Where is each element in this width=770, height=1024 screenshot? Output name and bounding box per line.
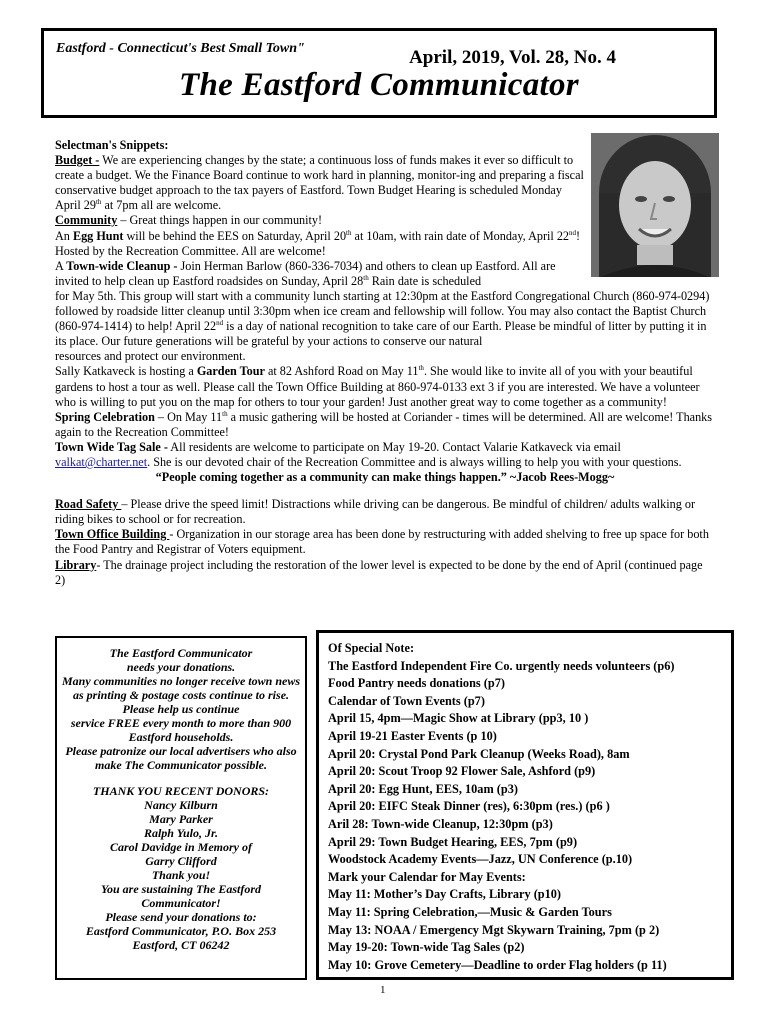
garden-text-2: at 82 Ashford Road on May 11	[264, 364, 419, 379]
donation-line: Please help us continue	[122, 702, 240, 716]
special-note-item: May 11: Mother’s Day Crafts, Library (p10)	[328, 887, 562, 902]
issue-date: April, 2019, Vol. 28, No. 4	[409, 47, 616, 68]
garden-tour-paragraph	[55, 364, 715, 409]
egg-text: An	[55, 228, 73, 243]
tag-sale-paragraph	[55, 440, 715, 470]
budget-label: Budget -	[55, 153, 100, 168]
community-label: Community	[55, 213, 118, 228]
cleanup-text-5: is a day of national recognition to take care of our Earth. Please be mindful of litter by putting it in its place. Our future generations will be grateful by your actions to conserve our natural	[55, 319, 707, 349]
cleanup-text: A	[55, 258, 67, 273]
special-note-item: Food Pantry needs donations (p7)	[328, 676, 505, 691]
budget-text: We are experiencing changes by the state; a continuous loss of funds makes it ever so difficult to create a budget. We the Finance Board continue to work hard in planning, monitor-ing and preparing a fiscal conservative budget approach to the tax payers of Eastford. Town Budget Hearing is scheduled Monday April 29	[55, 153, 584, 213]
library-label: Library	[55, 557, 97, 572]
donor-line: Eastford, CT 06242	[132, 938, 230, 952]
egg-text-2: will be behind the EES on Saturday, April 20	[123, 228, 347, 243]
special-note-heading: Of Special Note:	[328, 641, 415, 655]
town-office-label: Town Office Building	[55, 527, 170, 542]
library-paragraph	[55, 558, 715, 588]
superscript: nd	[216, 319, 224, 328]
donor-line: You are sustaining The Eastford Communicator!	[100, 882, 262, 910]
donor-line: Nancy Kilburn	[144, 798, 218, 812]
page-number: 1	[380, 984, 386, 996]
superscript: th	[363, 273, 369, 282]
road-safety-label: Road Safety	[55, 497, 122, 512]
special-note-item: May 10: Grove Cemetery—Deadline to order Flag holders (p 11)	[328, 957, 667, 972]
egg-text-3: at 10am, with rain date of Monday, April 22	[351, 228, 570, 243]
environment-line: resources and protect our environment.	[55, 349, 246, 364]
donation-line: Please patronize our local advertisers who also make The Communicator possible.	[65, 744, 297, 772]
special-note-item: The Eastford Independent Fire Co. urgently needs volunteers (p6)	[328, 658, 675, 673]
town-office-paragraph	[55, 527, 715, 557]
donor-line: Thank you!	[151, 868, 211, 882]
donor-line: Carol Davidge in Memory of	[110, 840, 252, 854]
special-note-item: April 20: Egg Hunt, EES, 10am (p3)	[328, 781, 518, 796]
special-note-item: May 13: NOAA / Emergency Mgt Skywarn Training, 7pm (p 2)	[328, 922, 660, 937]
special-note-item: Woodstock Academy Events—Jazz, UN Conference (p.10)	[328, 852, 633, 867]
superscript: th	[95, 198, 102, 207]
cleanup-text-2: Join Herman Barlow (860-336-7034) and others to clean up Eastford. All are invited to help clean up Eastford roadsides on Sunday, April 28	[55, 258, 556, 288]
email-link[interactable]: valkat@charter.net	[55, 454, 148, 469]
donor-line: Ralph Yulo, Jr.	[143, 826, 219, 840]
special-note-item: April 20: EIFC Steak Dinner (res), 6:30pm (res.) (p6 )	[328, 799, 610, 814]
donation-line: needs your donations.	[126, 660, 236, 674]
donation-line: service FREE every month to more than 900 Eastford households.	[70, 716, 292, 744]
community-quote: “People coming together as a community can make things happen.” ~Jacob Rees-Mogg~	[155, 470, 615, 485]
tag-text-2: . She is our devoted chair of the Recreation Committee and is always willing to help you with your questions.	[147, 454, 682, 469]
garden-text: Sally Katkaveck is hosting a	[55, 364, 197, 379]
special-note-item: Aril 28: Town-wide Cleanup, 12:30pm (p3)	[328, 816, 553, 831]
spring-text: – On May 11	[154, 409, 223, 424]
superscript: th	[222, 409, 228, 418]
special-note-item: Mark your Calendar for May Events:	[328, 869, 526, 884]
donation-line: Many communities no longer receive town news as printing & postage costs continue to rise.	[61, 674, 300, 702]
library-text: - The drainage project including the restoration of the lower level is expected to be done by the end of April (continued page 2)	[55, 557, 703, 587]
tagline: Eastford - Connecticut's Best Small Town"	[56, 41, 305, 56]
selectman-snippets	[55, 138, 715, 588]
spring-celebration-paragraph	[55, 410, 715, 440]
cleanup-text-3: Rain date is scheduled	[368, 273, 482, 288]
community-text: – Great things happen in our community!	[117, 213, 323, 228]
section-heading: Selectman's Snippets:	[55, 138, 169, 152]
road-safety-text: – Please drive the speed limit! Distractions while driving can be dangerous. Be mindful of children/ adults walking or riding bikes to school or for recreation.	[55, 497, 696, 527]
egg-hunt-label: Egg Hunt	[72, 228, 124, 243]
superscript: nd	[569, 228, 577, 237]
cleanup-label: Town-wide Cleanup -	[66, 258, 178, 273]
donors-heading: THANK YOU RECENT DONORS:	[92, 784, 270, 798]
special-note-item: April 29: Town Budget Hearing, EES, 7pm (p9)	[328, 834, 578, 849]
tag-text: All residents are welcome to participate on May 19-20. Contact Valarie Katkaveck via email	[167, 439, 621, 454]
superscript: th	[418, 364, 424, 373]
community-paragraph	[55, 213, 587, 228]
special-note-item: May 19-20: Town-wide Tag Sales (p2)	[328, 940, 525, 955]
cleanup-paragraph-continued	[55, 289, 715, 349]
spacer	[61, 772, 301, 784]
superscript: th	[346, 228, 352, 237]
egg-hunt-paragraph	[55, 229, 587, 259]
special-note-item: April 19-21 Easter Events (p 10)	[328, 728, 497, 743]
spring-text-2: a music gathering will be hosted at Coriander - times will be determined. All are welcome! Thanks again to the Recreation Committee!	[55, 409, 713, 439]
donor-line: Garry Clifford	[145, 854, 217, 868]
tag-sale-label: Town Wide Tag Sale -	[55, 439, 168, 454]
special-note-item: April 20: Crystal Pond Park Cleanup (Weeks Road), 8am	[328, 746, 630, 761]
newsletter-title: The Eastford Communicator	[179, 67, 579, 103]
donor-line: Please send your donations to:	[105, 910, 257, 924]
road-safety-paragraph	[55, 497, 715, 527]
garden-text-3: . She would like to invite all of you with your beautiful gardens to host a tour as well. Please call the Town Office Building at 860-974-0133 ext 3 if you are interested. We have a volunteer who is willing to put you on the map for others to tour your garden! Just another great way to come together as a community!	[55, 364, 700, 409]
donor-line: Eastford Communicator, P.O. Box 253	[85, 924, 277, 938]
town-office-text: - Organization in our storage area has been done by restructuring with added shelving to free up space for both the Food Pantry and Registrar of Voters equipment.	[55, 527, 709, 557]
cleanup-text-4: for May 5th. This group will start with a community lunch starting at 12:30pm at the Eastford Congregational Church (860-974-0294) followed by roadside litter cleanup until 3:30pm when ice cream and fellowship will follow. You may also contact the Baptist Church (860-974-1414) to help! April 22	[55, 288, 710, 334]
budget-text-end: at 7pm all are welcome.	[101, 198, 222, 213]
donor-line: Mary Parker	[149, 812, 213, 826]
donations-box	[55, 636, 307, 980]
spring-label: Spring Celebration	[55, 409, 155, 424]
special-note-item: April 20: Scout Troop 92 Flower Sale, Ashford (p9)	[328, 764, 596, 779]
donation-line: The Eastford Communicator	[109, 646, 253, 660]
special-note-box	[316, 630, 734, 980]
special-note-item: May 11: Spring Celebration,—Music & Garden Tours	[328, 904, 612, 919]
cleanup-paragraph	[55, 259, 587, 289]
budget-paragraph	[55, 153, 587, 213]
special-note-item: Calendar of Town Events (p7)	[328, 693, 485, 708]
masthead-box	[41, 28, 717, 118]
egg-text-4: ! Hosted by the Recreation Committee. All are welcome!	[55, 228, 581, 258]
special-note-item: April 15, 4pm—Magic Show at Library (pp3, 10 )	[328, 711, 589, 726]
garden-tour-label: Garden Tour	[196, 364, 265, 379]
